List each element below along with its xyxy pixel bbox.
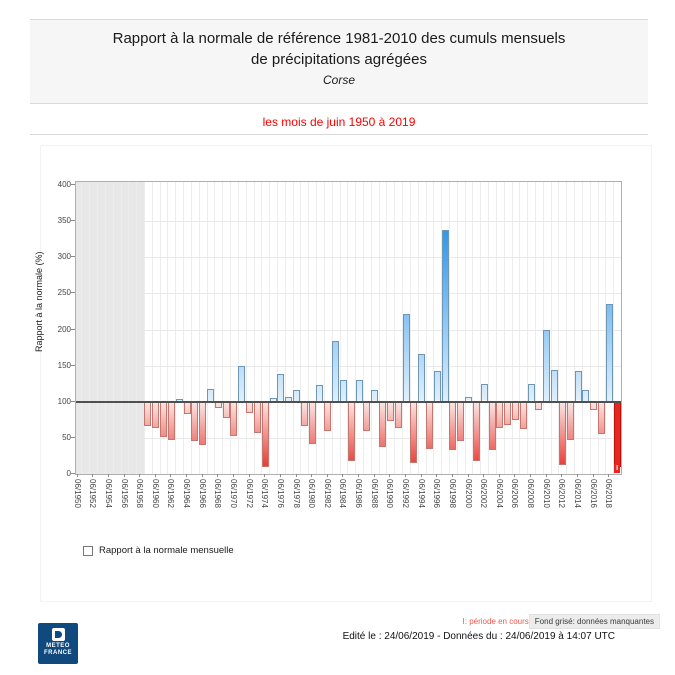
y-tick-mark (71, 184, 75, 185)
x-tick-label: 06/1974 (260, 479, 270, 508)
vertical-gridline (543, 182, 544, 474)
bar-06-2018[interactable] (606, 304, 613, 402)
vertical-gridline (300, 182, 301, 474)
x-tick-label: 06/1970 (228, 479, 238, 508)
bar-06-2002[interactable] (481, 384, 488, 401)
bar-06-1972[interactable] (246, 402, 253, 414)
x-tick-label: 06/1964 (182, 479, 191, 508)
bar-06-1995[interactable] (426, 402, 433, 449)
vertical-gridline (269, 182, 270, 474)
bar-06-1982[interactable] (324, 402, 331, 431)
x-tick-label: 06/1996 (432, 479, 442, 508)
bar-06-1980[interactable] (309, 402, 316, 444)
x-tick-label: 06/1966 (197, 479, 207, 508)
vertical-gridline (144, 182, 145, 474)
bar-06-1961[interactable] (160, 402, 167, 437)
x-tick-label: 06/1952 (88, 479, 98, 508)
bar-06-1974[interactable] (262, 402, 269, 467)
subtitle-band (30, 111, 648, 133)
vertical-gridline (433, 182, 434, 474)
vertical-gridline (394, 182, 395, 474)
x-tick-label: 06/1968 (213, 479, 223, 508)
x-tick-mark (77, 474, 78, 477)
vertical-gridline (590, 182, 591, 474)
x-tick-label: 06/1982 (322, 479, 332, 508)
bar-06-1996[interactable] (434, 371, 441, 401)
vertical-gridline (183, 182, 184, 474)
vertical-gridline (574, 182, 575, 474)
y-tick-mark (71, 329, 75, 330)
vertical-gridline (582, 182, 583, 474)
x-tick-label: 06/1998 (447, 479, 457, 508)
y-tick-label: 100 (57, 396, 71, 406)
y-axis-title: Rapport à la normale (%) (34, 251, 44, 352)
vertical-gridline (207, 182, 208, 474)
vertical-gridline (527, 182, 528, 474)
y-tick-label: 150 (57, 360, 71, 370)
vertical-gridline (238, 182, 239, 474)
x-tick-mark (342, 474, 343, 477)
page-title-line1: Rapport à la normale de référence 1981-2010 des cumuls mensuels (112, 30, 566, 47)
legend-label: Rapport à la normale mensuelle (99, 545, 234, 556)
x-tick-label: 06/1986 (354, 479, 363, 508)
vertical-gridline (418, 182, 419, 474)
bar-06-1973[interactable] (254, 402, 261, 433)
bar-06-2012[interactable] (559, 402, 566, 466)
x-tick-mark (530, 474, 531, 477)
x-tick-mark (561, 474, 562, 477)
x-tick-mark (170, 474, 171, 477)
bar-06-1959[interactable] (144, 402, 151, 426)
x-tick-label: 06/1958 (135, 479, 145, 508)
x-tick-label: 06/2018 (604, 479, 614, 508)
vertical-gridline (152, 182, 153, 474)
x-tick-label: 06/1994 (416, 479, 426, 508)
bar-06-1970[interactable] (230, 402, 237, 437)
bar-06-1987[interactable] (363, 402, 370, 431)
bar-06-1983[interactable] (332, 341, 339, 402)
x-tick-mark (577, 474, 578, 477)
vertical-gridline (386, 182, 387, 474)
edited-timestamp: Edité le : 24/06/2019 - Données du : 24/06/2019 à 14:07 UTC (342, 631, 615, 642)
x-tick-label: 06/1978 (291, 479, 301, 508)
x-tick-mark (217, 474, 218, 477)
bar-06-2006[interactable] (512, 402, 519, 420)
y-tick-mark (71, 292, 75, 293)
horizontal-gridline (76, 366, 621, 367)
bar-06-2007[interactable] (520, 402, 527, 430)
current-period-note: I: période en cours (462, 617, 529, 626)
vertical-gridline (340, 182, 341, 474)
vertical-gridline (97, 182, 98, 474)
bar-06-2016[interactable] (590, 402, 597, 411)
vertical-gridline (535, 182, 536, 474)
bar-06-2005[interactable] (504, 402, 511, 425)
bar-06-1965[interactable] (191, 402, 198, 441)
x-tick-label: 06/1962 (166, 479, 176, 508)
current-period-marker: I (614, 464, 621, 473)
vertical-gridline (113, 182, 114, 474)
vertical-gridline (121, 182, 122, 474)
y-tick-label: 0 (66, 469, 71, 478)
x-tick-label: 06/2002 (479, 479, 489, 508)
bar-06-1984[interactable] (340, 380, 347, 402)
x-tick-mark (483, 474, 484, 477)
x-tick-label: 06/1990 (385, 479, 395, 508)
x-tick-mark (92, 474, 93, 477)
y-tick-label: 50 (62, 432, 71, 442)
horizontal-gridline (76, 293, 621, 294)
bar-06-1971[interactable] (238, 366, 245, 402)
vertical-gridline (316, 182, 317, 474)
vertical-gridline (81, 182, 82, 474)
y-tick-mark (71, 437, 75, 438)
missing-data-note: Fond grisé: données manquantes (529, 614, 660, 629)
bar-06-1962[interactable] (168, 402, 175, 440)
vertical-gridline (105, 182, 106, 474)
bar-06-1979[interactable] (301, 402, 308, 426)
x-tick-label: 06/1976 (275, 479, 285, 508)
vertical-gridline (136, 182, 137, 474)
bar-06-1997[interactable] (442, 230, 449, 402)
logo-text-france: FRANCE (44, 650, 72, 656)
vertical-gridline (175, 182, 176, 474)
x-tick-label: 06/2000 (463, 479, 473, 508)
bar-06-1960[interactable] (152, 402, 159, 428)
y-tick-mark (71, 365, 75, 366)
vertical-gridline (504, 182, 505, 474)
x-tick-mark (452, 474, 453, 477)
vertical-gridline (371, 182, 372, 474)
bar-06-1967[interactable] (207, 389, 214, 402)
x-tick-mark (186, 474, 187, 477)
missing-data-zone (76, 182, 144, 474)
bar-06-2014[interactable] (575, 371, 582, 401)
x-tick-label: 06/2010 (541, 479, 551, 508)
vertical-gridline (332, 182, 333, 474)
x-tick-label: 06/1988 (369, 479, 379, 508)
x-tick-mark (139, 474, 140, 477)
bar-06-1992[interactable] (403, 314, 410, 401)
x-tick-mark (296, 474, 297, 477)
x-tick-label: 06/2016 (588, 479, 598, 508)
legend-checkbox-icon[interactable] (83, 546, 93, 556)
bar-06-1969[interactable] (223, 402, 230, 419)
x-tick-label: 06/2014 (573, 479, 582, 508)
bar-06-1981[interactable] (316, 385, 323, 402)
bar-06-2013[interactable] (567, 402, 574, 440)
x-tick-mark (233, 474, 234, 477)
x-tick-mark (327, 474, 328, 477)
x-tick-mark (311, 474, 312, 477)
bar-06-2004[interactable] (496, 402, 503, 429)
vertical-gridline (285, 182, 286, 474)
bar-06-2011[interactable] (551, 370, 558, 402)
x-tick-mark (280, 474, 281, 477)
chart-section (34, 145, 652, 602)
meteo-france-logo (38, 623, 78, 664)
bar-06-1998[interactable] (449, 402, 456, 450)
meteo-france-icon (52, 628, 65, 641)
bar-06-1986[interactable] (356, 380, 363, 402)
x-tick-mark (421, 474, 422, 477)
subtitle-divider (30, 134, 648, 135)
bar-06-2017[interactable] (598, 402, 605, 435)
bar-06-1999[interactable] (457, 402, 464, 442)
vertical-gridline (89, 182, 90, 474)
horizontal-gridline (76, 257, 621, 258)
x-tick-label: 06/1980 (307, 479, 317, 508)
vertical-gridline (277, 182, 278, 474)
bar-06-1976[interactable] (277, 374, 284, 402)
y-tick-mark (71, 401, 75, 402)
x-tick-mark (389, 474, 390, 477)
x-tick-mark (124, 474, 125, 477)
x-tick-label: 06/1972 (244, 479, 254, 508)
x-tick-mark (499, 474, 500, 477)
x-tick-label: 06/2006 (510, 479, 520, 508)
period-subtitle: les mois de juin 1950 à 2019 (262, 115, 416, 129)
x-tick-mark (405, 474, 406, 477)
y-tick-label: 400 (57, 180, 71, 189)
vertical-gridline (355, 182, 356, 474)
vertical-gridline (293, 182, 294, 474)
x-tick-mark (249, 474, 250, 477)
bar-06-2019[interactable] (614, 402, 621, 468)
horizontal-gridline (76, 330, 621, 331)
x-tick-mark (436, 474, 437, 477)
horizontal-gridline (76, 221, 621, 222)
y-tick-label: 300 (57, 252, 71, 262)
bar-06-1989[interactable] (379, 402, 386, 447)
page-title-line2: de précipitations agrégées (251, 51, 427, 68)
y-tick-mark (71, 473, 75, 474)
y-tick-label: 350 (57, 216, 71, 226)
bar-06-1993[interactable] (410, 402, 417, 463)
vertical-gridline (246, 182, 247, 474)
vertical-gridline (551, 182, 552, 474)
x-tick-mark (202, 474, 203, 477)
x-tick-mark (593, 474, 594, 477)
y-tick-label: 200 (57, 324, 71, 334)
bar-06-1964[interactable] (184, 402, 191, 414)
x-tick-mark (264, 474, 265, 477)
x-tick-label: 06/2004 (494, 479, 504, 508)
bar-06-2003[interactable] (489, 402, 496, 450)
vertical-gridline (128, 182, 129, 474)
x-tick-label: 06/1992 (401, 479, 410, 508)
x-tick-mark (546, 474, 547, 477)
x-tick-label: 06/1950 (72, 479, 82, 508)
bar-06-2008[interactable] (528, 384, 535, 401)
bar-06-1994[interactable] (418, 354, 425, 402)
vertical-gridline (222, 182, 223, 474)
plot-area (75, 181, 622, 475)
bar-06-2010[interactable] (543, 330, 550, 402)
bar-06-1985[interactable] (348, 402, 355, 461)
bar-06-1966[interactable] (199, 402, 206, 445)
x-tick-mark (514, 474, 515, 477)
bar-06-2009[interactable] (535, 402, 542, 411)
x-tick-mark (468, 474, 469, 477)
logo-glyph (55, 631, 62, 638)
x-tick-label: 06/2008 (526, 479, 536, 508)
vertical-gridline (496, 182, 497, 474)
vertical-gridline (512, 182, 513, 474)
vertical-gridline (519, 182, 520, 474)
logo-text-meteo: METEO (46, 643, 70, 649)
x-tick-label: 06/1956 (119, 479, 129, 508)
x-tick-label: 06/1984 (338, 479, 348, 508)
legend-item-rapport[interactable] (83, 545, 234, 556)
y-tick-mark (71, 256, 75, 257)
x-tick-mark (108, 474, 109, 477)
x-tick-label: 06/2012 (557, 479, 567, 508)
vertical-gridline (465, 182, 466, 474)
footer-notes (463, 614, 660, 629)
vertical-gridline (214, 182, 215, 474)
x-tick-mark (608, 474, 609, 477)
title-band (30, 20, 648, 103)
region-label: Corse (322, 73, 355, 87)
x-tick-mark (155, 474, 156, 477)
normal-100-line (76, 401, 621, 403)
x-tick-label: 06/1954 (103, 479, 113, 508)
x-tick-label: 06/1960 (150, 479, 160, 508)
title-divider (30, 103, 648, 104)
bar-06-1991[interactable] (395, 402, 402, 429)
y-tick-mark (71, 220, 75, 221)
x-tick-mark (358, 474, 359, 477)
y-tick-label: 250 (57, 288, 71, 298)
x-tick-mark (374, 474, 375, 477)
vertical-gridline (480, 182, 481, 474)
bar-06-2001[interactable] (473, 402, 480, 461)
bar-06-1990[interactable] (387, 402, 394, 421)
